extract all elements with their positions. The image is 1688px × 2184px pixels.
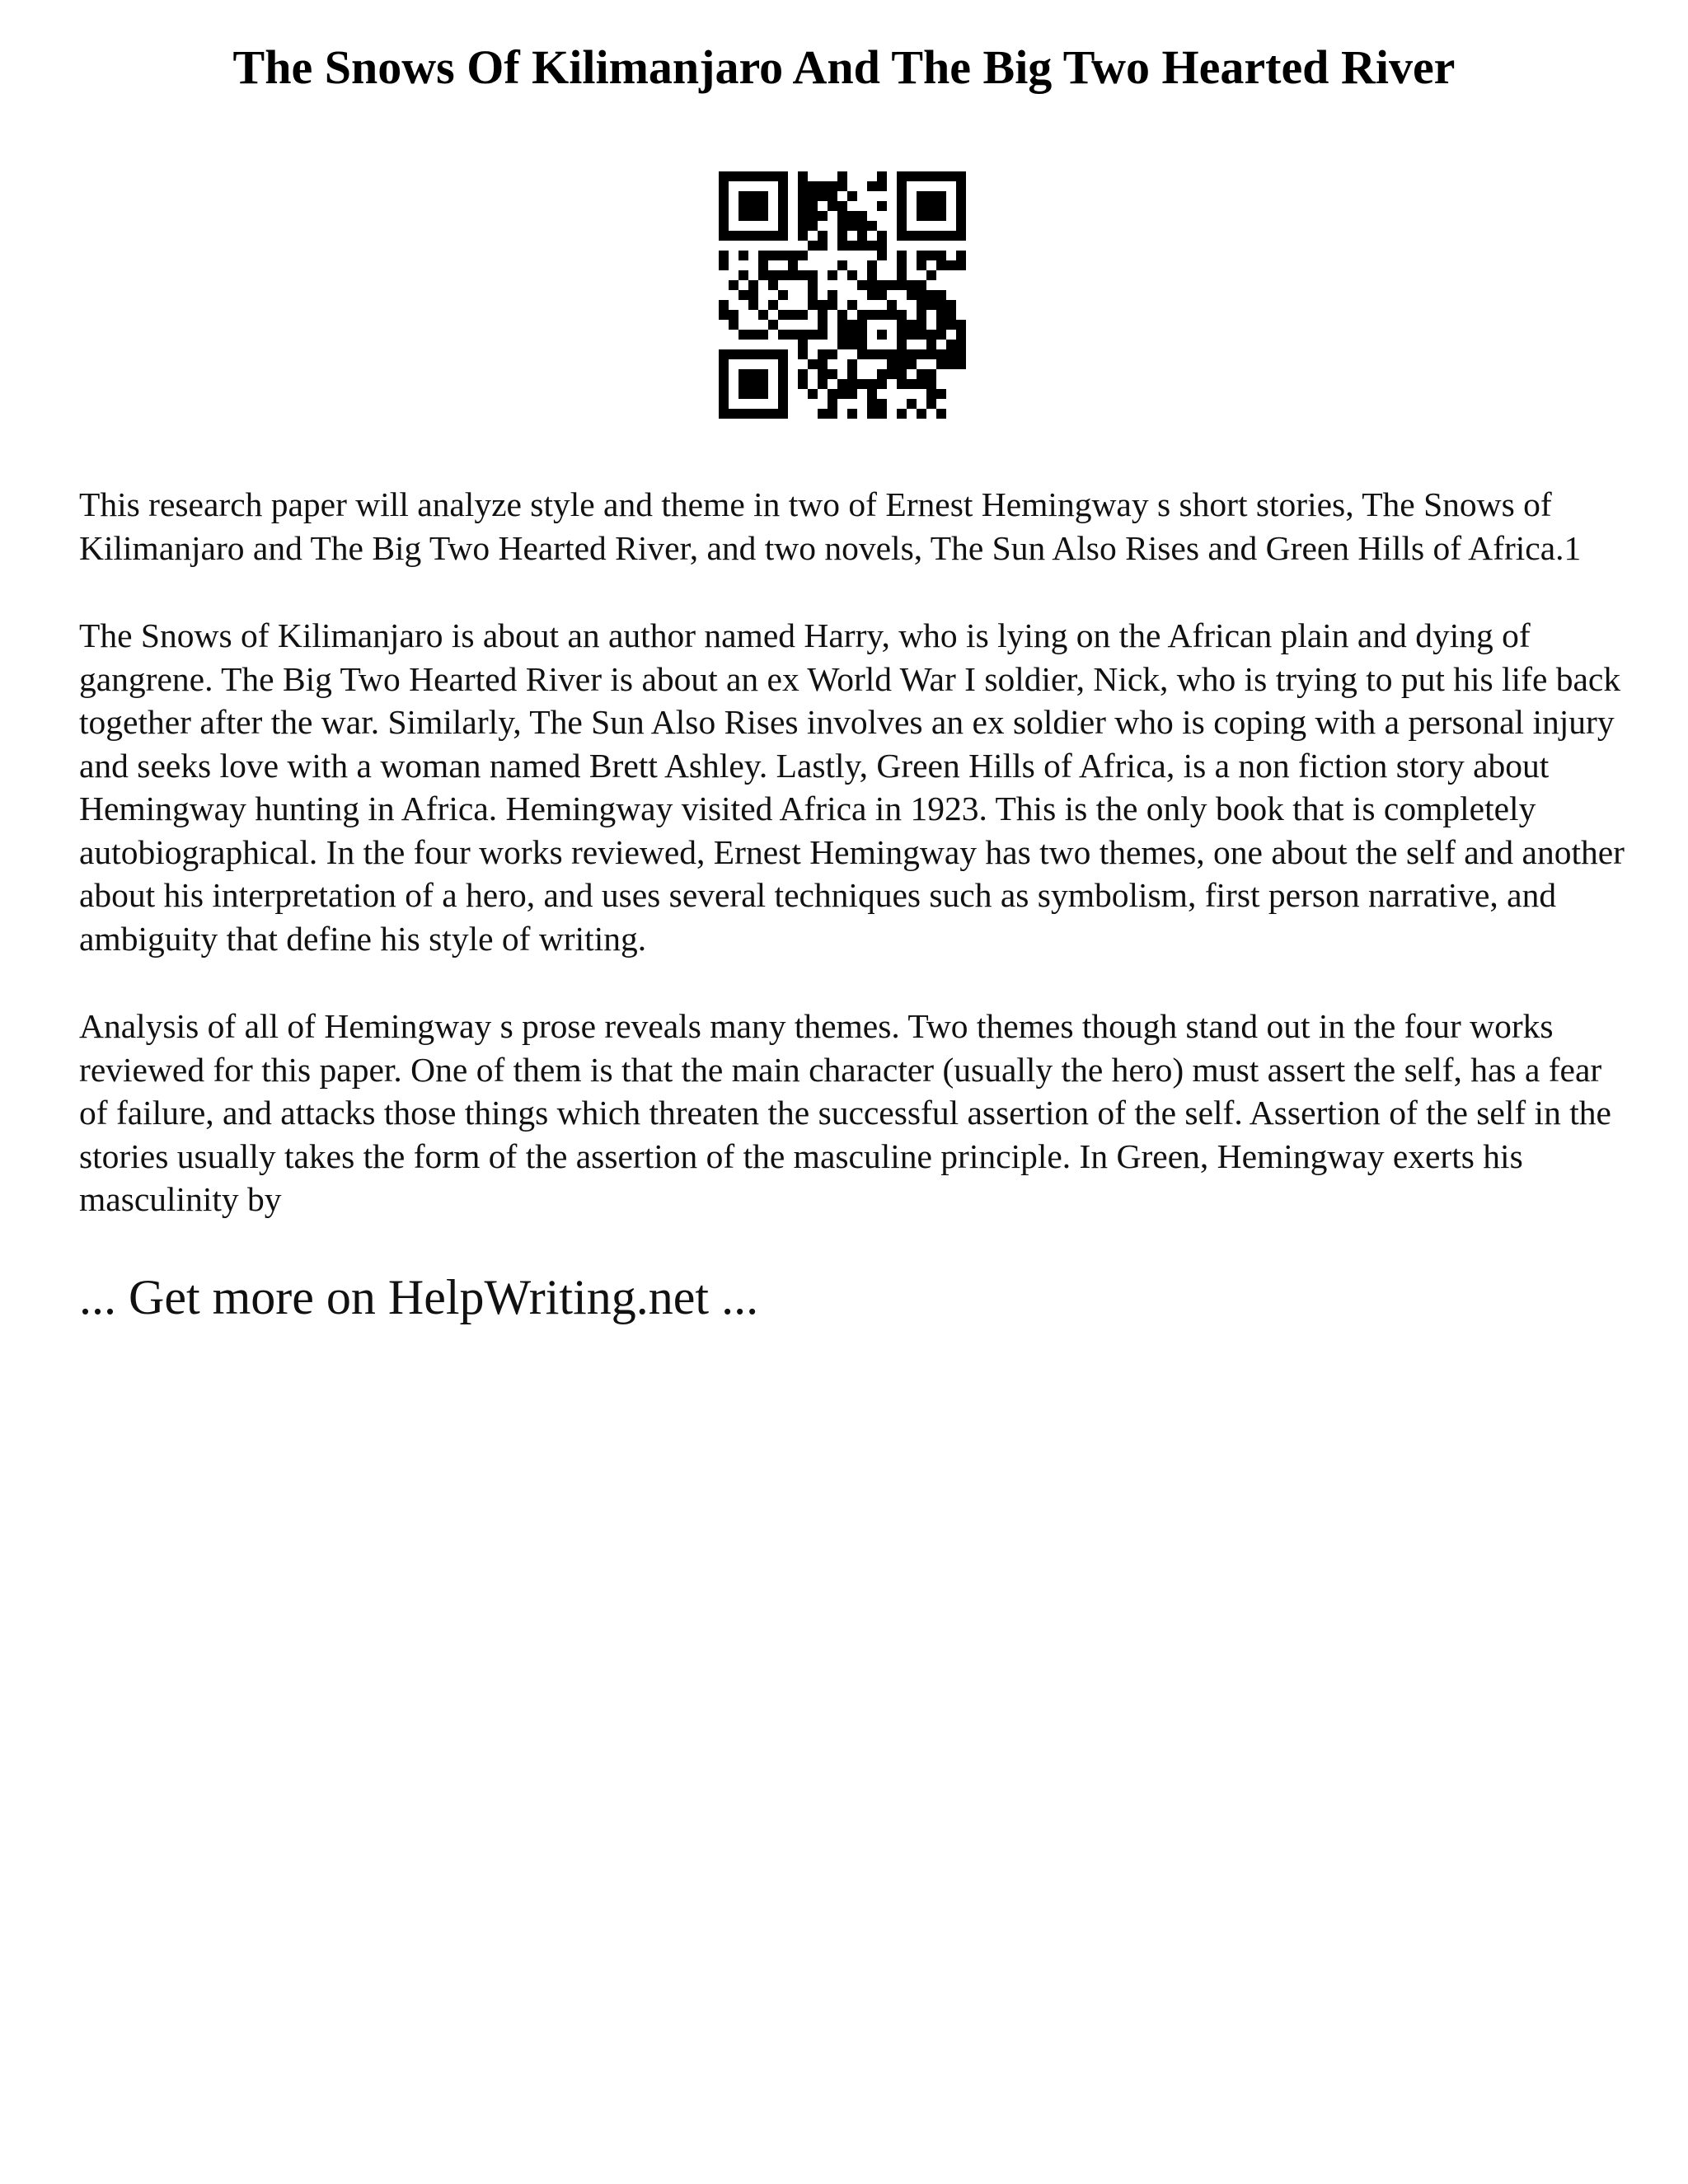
document-body [79, 483, 1629, 1329]
paragraph-intro: This research paper will analyze style and theme in two of Ernest Hemingway s short stories, The Snows of Kilimanjaro and The Big Two Hearted River, and two novels, The Sun Also Rises and Green Hills of Africa.1 [79, 485, 1582, 567]
paragraph-analysis: Analysis of all of Hemingway s prose reveals many themes. Two themes though stand out in the four works reviewed for this paper. One of them is that the main character (usually the hero) must assert the self, has a fear of failure, and attacks those things which threaten the successful assertion of the self. Assertion of the self in the stories usually takes the form of the assertion of the masculine principle. In Green, Hemingway exerts his masculinity by [79, 1007, 1611, 1218]
get-more-link[interactable]: ... Get more on HelpWriting.net ... [79, 1269, 759, 1324]
qr-code-icon [719, 171, 966, 419]
page-title: The Snows Of Kilimanjaro And The Big Two Hearted River [232, 40, 1456, 94]
paragraph-summary: The Snows of Kilimanjaro is about an author named Harry, who is lying on the African plain and dying of gangrene. The Big Two Hearted River is about an ex World War I soldier, Nick, who is trying to put his life back together after the war. Similarly, The Sun Also Rises involves an ex soldier who is coping with a personal injury and seeks love with a woman named Brett Ashley. Lastly, Green Hills of Africa, is a non fiction story about Hemingway hunting in Africa. Hemingway visited Africa in 1923. This is the only book that is completely autobiographical. In the four works reviewed, Ernest Hemingway has two themes, one about the self and another about his interpretation of a hero, and uses several techniques such as symbolism, first person narrative, and ambiguity that define his style of writing. [79, 616, 1625, 958]
